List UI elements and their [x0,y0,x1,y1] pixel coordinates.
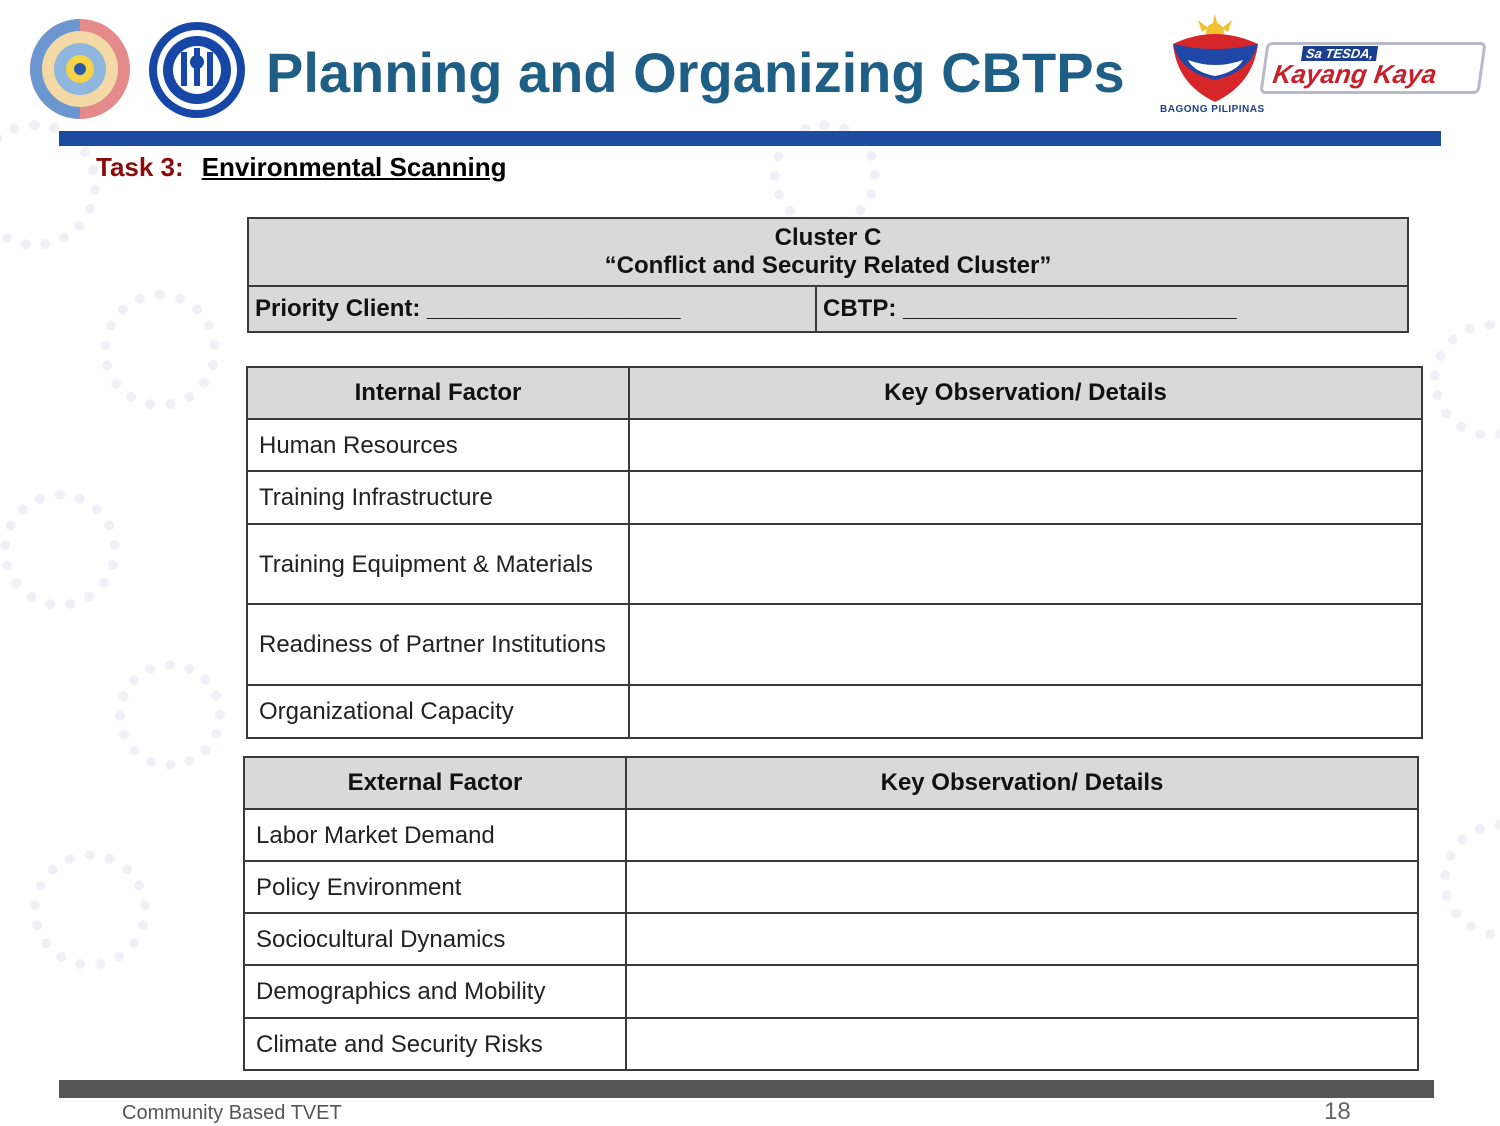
watermark [0,490,120,610]
internal-details-header: Key Observation/ Details [629,367,1422,419]
factor-label: Human Resources [247,419,629,471]
watermark [30,850,150,970]
internal-factors-table [246,366,1423,739]
footer-text: Community Based TVET [122,1102,342,1124]
cluster-table [247,217,1409,333]
external-factors-table [243,756,1419,1071]
internal-factor-header: Internal Factor [247,367,629,419]
details-cell[interactable] [626,913,1418,965]
factor-label: Organizational Capacity [247,685,629,738]
cluster-name: Cluster C [774,224,882,251]
factor-label: Climate and Security Risks [244,1018,626,1070]
bagong-pilipinas-label: BAGONG PILIPINAS [1160,104,1265,115]
details-cell[interactable] [629,685,1422,738]
details-cell[interactable] [629,524,1422,604]
factor-label: Training Equipment & Materials [247,524,629,604]
details-cell[interactable] [629,471,1422,524]
task-heading [96,152,507,183]
cbtp-field[interactable]: CBTP: _________________________ [816,286,1408,332]
watermark [1440,820,1500,940]
task-label: Task 3: [96,152,184,182]
details-cell[interactable] [626,861,1418,913]
cluster-subtitle: “Conflict and Security Related Cluster” [604,252,1052,279]
details-cell[interactable] [629,419,1422,471]
page-number: 18 [1324,1098,1351,1125]
task-title: Environmental Scanning [201,152,507,182]
page-title: Planning and Organizing CBTPs [266,41,1125,104]
factor-label: Readiness of Partner Institutions [247,604,629,685]
factor-label: Training Infrastructure [247,471,629,524]
details-cell[interactable] [626,1018,1418,1070]
tesda-badge-line1: Sa TESDA, [1301,46,1378,61]
bagong-pilipinas-logo-icon [1168,14,1263,104]
tesda-badge-line2: Kayang Kaya [1271,59,1439,89]
factor-label: Labor Market Demand [244,809,626,861]
cluster-header [248,218,1408,286]
watermark [100,290,220,410]
factor-label: Policy Environment [244,861,626,913]
header-divider [59,131,1441,146]
factor-label: Sociocultural Dynamics [244,913,626,965]
watermark [115,660,225,770]
details-cell[interactable] [626,965,1418,1018]
factor-label: Demographics and Mobility [244,965,626,1018]
watermark [1430,320,1500,440]
agency-seal-icon [28,17,132,121]
details-cell[interactable] [629,604,1422,685]
priority-client-field[interactable]: Priority Client: ___________________ [248,286,816,332]
external-factor-header: External Factor [244,757,626,809]
footer-divider [59,1080,1434,1098]
details-cell[interactable] [626,809,1418,861]
tesda-logo-icon [147,20,247,120]
tesda-badge [1259,42,1486,94]
external-details-header: Key Observation/ Details [626,757,1418,809]
